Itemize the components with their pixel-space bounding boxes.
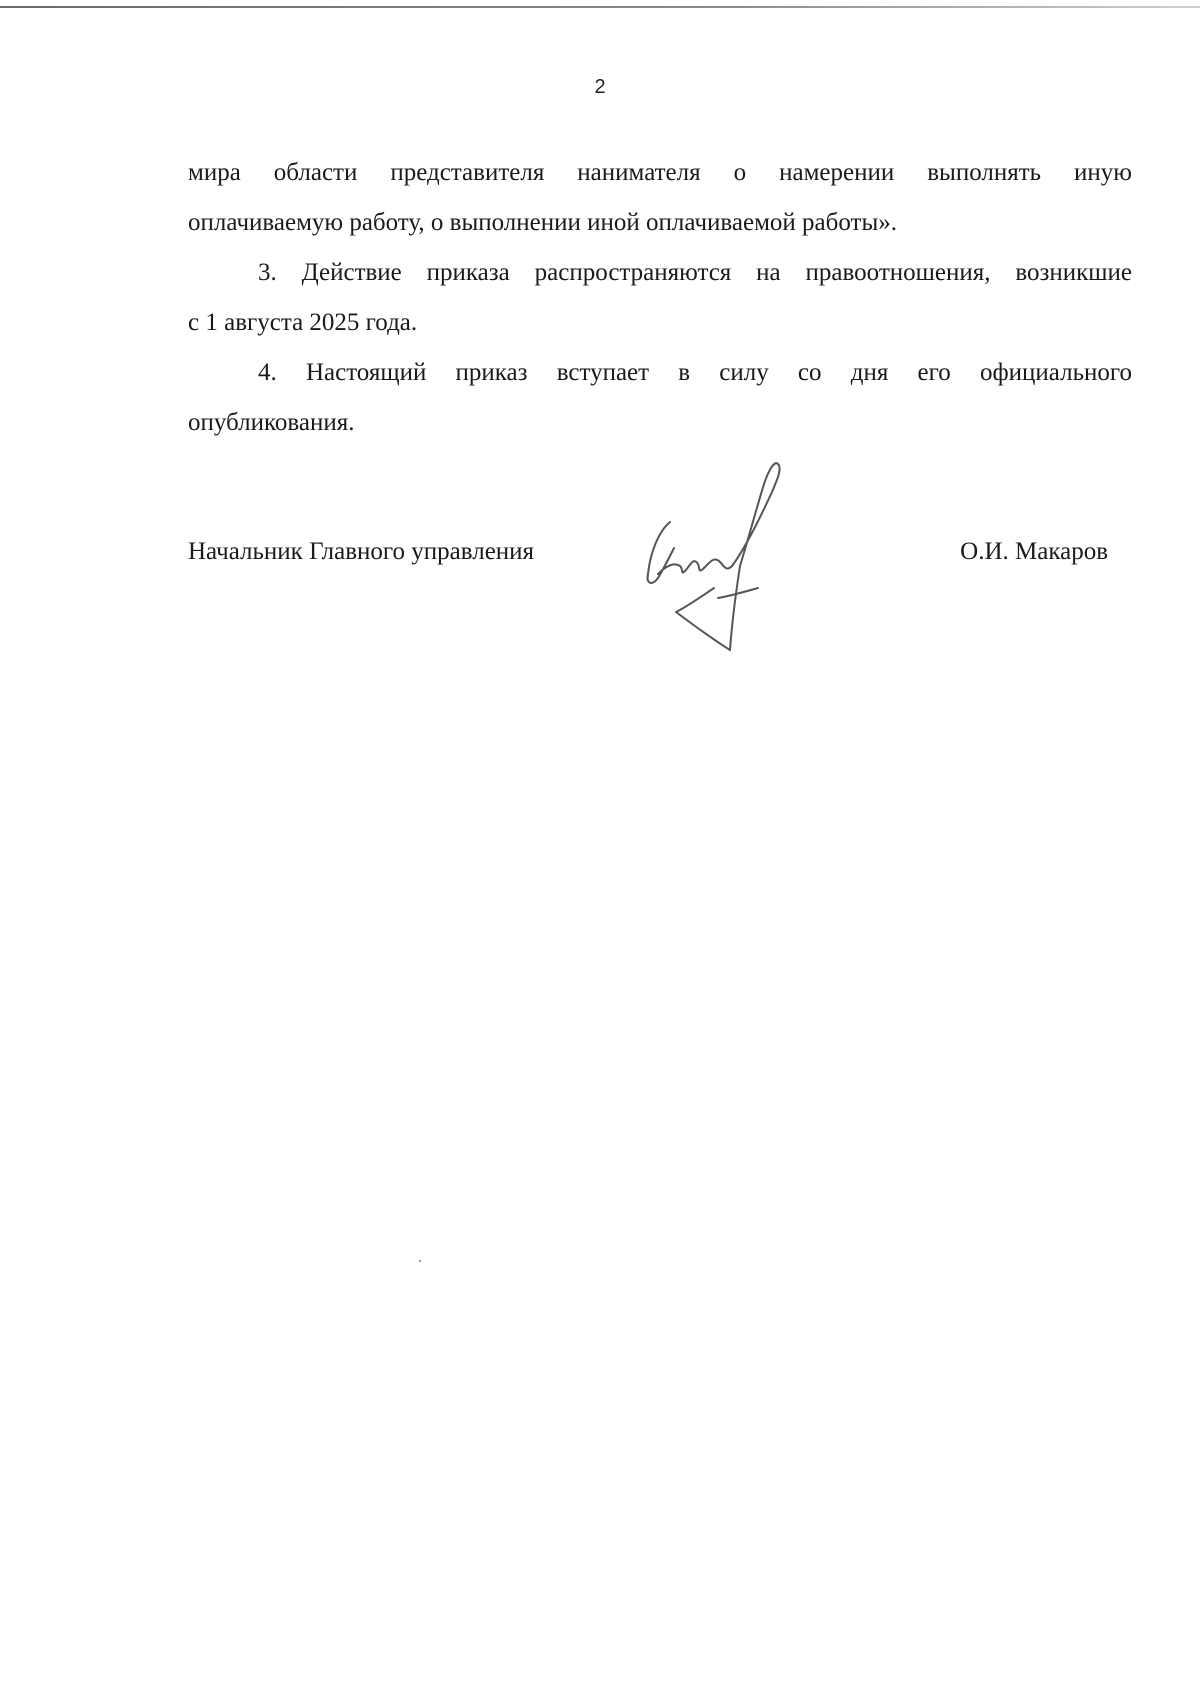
paragraph-3-line-1: 4. Настоящий приказ вступает в силу со дня его официального xyxy=(258,359,1132,386)
paragraph-2-line-2: с 1 августа 2025 года. xyxy=(188,309,418,336)
paragraph-3-line-2: опубликования. xyxy=(188,409,355,436)
paragraph-2-line-1: 3. Действие приказа распространяются на правоотношения, возникшие xyxy=(258,259,1132,286)
page-number: 2 xyxy=(594,76,606,98)
signatory-name: О.И. Макаров xyxy=(960,538,1108,565)
paragraph-1-line-2: оплачиваемую работу, о выполнении иной оплачиваемой работы». xyxy=(188,209,897,236)
signatory-position: Начальник Главного управления xyxy=(188,538,535,565)
scan-speck xyxy=(419,1260,421,1262)
handwritten-signature-icon xyxy=(640,462,820,662)
document-body xyxy=(188,148,1132,448)
top-edge-rule xyxy=(0,6,1200,8)
paragraph-1-line-1: мира области представителя нанимателя о намерении выполнять иную xyxy=(188,159,1132,186)
